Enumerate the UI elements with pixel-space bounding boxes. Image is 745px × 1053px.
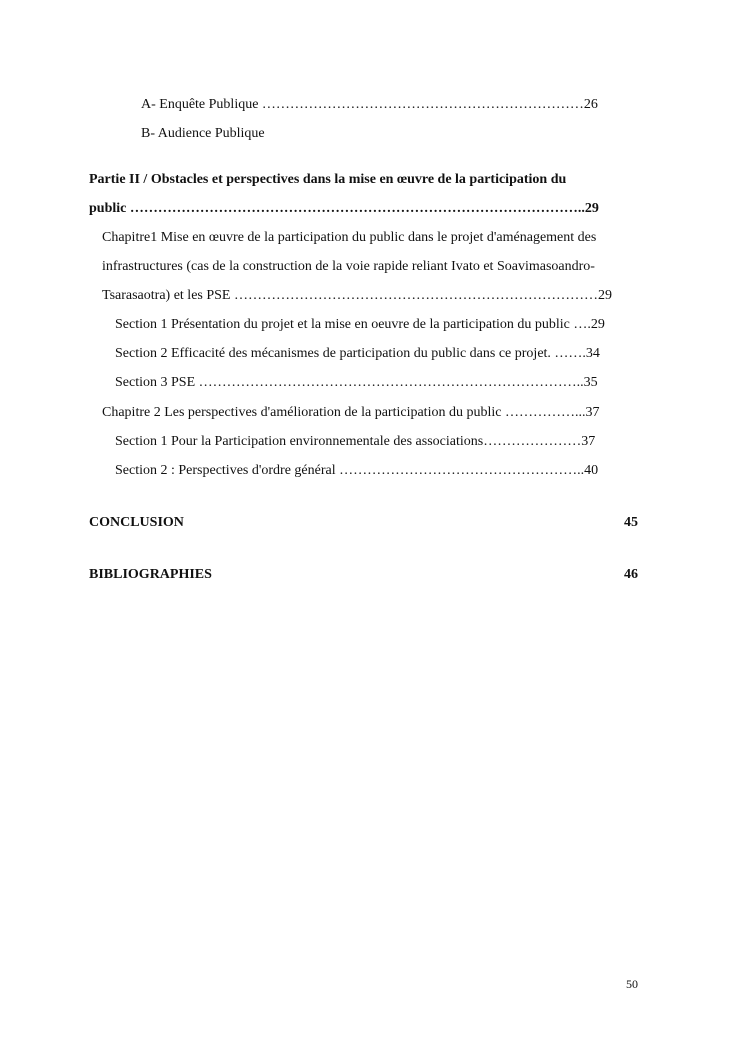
page-number: 50 xyxy=(626,977,638,991)
toc-bibliographies-page: 46 xyxy=(624,567,638,582)
toc-chapter1-section3: Section 3 PSE ………………………………………………………………………..35 xyxy=(115,375,598,390)
toc-part2-title-line1: Partie II / Obstacles et perspectives dans la mise en œuvre de la participation du xyxy=(89,172,567,187)
toc-bibliographies-label: BIBLIOGRAPHIES xyxy=(89,567,212,582)
toc-entry-enquete-publique: A- Enquête Publique ……………………………………………………………26 xyxy=(141,97,598,112)
toc-chapter1-section2: Section 2 Efficacité des mécanismes de participation du public dans ce projet. …….34 xyxy=(115,346,600,361)
toc-chapter1-section1: Section 1 Présentation du projet et la mise en oeuvre de la participation du public ….29 xyxy=(115,317,605,332)
toc-conclusion-page: 45 xyxy=(624,515,638,530)
toc-chapter2: Chapitre 2 Les perspectives d'amélioration de la participation du public ……………...37 xyxy=(102,405,600,420)
toc-chapter1-line2: infrastructures (cas de la construction de la voie rapide reliant Ivato et Soavimasoandro- xyxy=(102,259,595,274)
toc-chapter1-line1: Chapitre1 Mise en œuvre de la participation du public dans le projet d'aménagement des xyxy=(102,230,597,245)
toc-chapter2-section2: Section 2 : Perspectives d'ordre général ……………………………………………..40 xyxy=(115,463,599,478)
toc-entry-audience-publique: B- Audience Publique xyxy=(141,126,265,141)
toc-part2-title-line2: public ……………………………………………………………………………………..29 xyxy=(89,201,599,216)
toc-chapter1-line3: Tsarasaotra) et les PSE ……………………………………………………………………29 xyxy=(102,288,612,303)
toc-conclusion-label: CONCLUSION xyxy=(89,515,184,530)
toc-chapter2-section1: Section 1 Pour la Participation environnementale des associations…………………37 xyxy=(115,434,596,449)
